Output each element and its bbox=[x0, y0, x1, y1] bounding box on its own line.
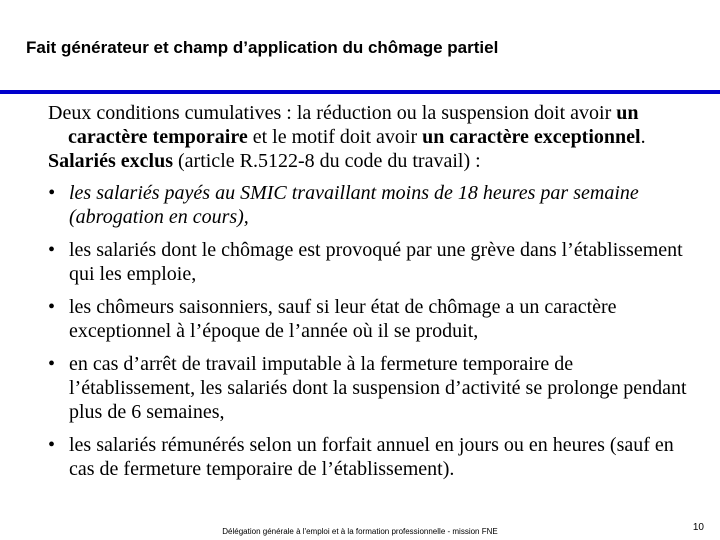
bullet-item bbox=[48, 433, 688, 481]
intro-bold-1: un caractère temporaire bbox=[68, 102, 639, 148]
footer-text: Délégation générale à l'emploi et à la formation professionnelle - mission FNE bbox=[222, 527, 498, 536]
bullet-item bbox=[48, 238, 688, 286]
intro-text-1: Deux conditions cumulatives : la réduction ou la suspension doit avoir bbox=[48, 102, 617, 124]
page-number: 10 bbox=[692, 522, 704, 533]
intro-text-3: . bbox=[640, 126, 646, 148]
bullet-item bbox=[48, 181, 688, 229]
excluded-text: (article R.5122-8 du code du travail) : bbox=[173, 150, 481, 172]
bullet-icon: • bbox=[48, 239, 56, 261]
bullet-item bbox=[48, 352, 688, 424]
bullet-text: les salariés payés au SMIC travaillant moins de 18 heures par semaine (abrogation en cours), bbox=[69, 182, 639, 228]
bullet-icon: • bbox=[48, 434, 56, 456]
bullet-icon: • bbox=[48, 353, 56, 375]
bullet-text: les salariés rémunérés selon un forfait annuel en jours ou en heures (sauf en cas de fermeture temporaire de l’établissement). bbox=[69, 434, 674, 480]
excluded-bold: Salariés exclus bbox=[48, 150, 173, 172]
bullet-icon: • bbox=[48, 296, 56, 318]
title-divider bbox=[0, 90, 720, 94]
intro-paragraph bbox=[48, 101, 688, 149]
bullet-text: les salariés dont le chômage est provoqué par une grève dans l’établissement qui les emploie, bbox=[69, 239, 683, 285]
slide-title: Fait générateur et champ d’application du chômage partiel bbox=[26, 38, 499, 57]
bullet-icon: • bbox=[48, 182, 56, 204]
intro-text-2: et le motif doit avoir bbox=[247, 126, 423, 148]
bullet-text: en cas d’arrêt de travail imputable à la fermeture temporaire de l’établissement, les salariés dont la suspension d’activité se prolonge pendant plus de 6 semaines, bbox=[69, 353, 687, 423]
bullet-text: les chômeurs saisonniers, sauf si leur état de chômage a un caractère exceptionnel à l’époque de l’année où il se produit, bbox=[69, 296, 617, 342]
excluded-heading bbox=[48, 149, 688, 173]
intro-bold-2: un caractère exceptionnel bbox=[422, 126, 641, 148]
slide-body bbox=[48, 101, 688, 490]
bullet-item bbox=[48, 295, 688, 343]
